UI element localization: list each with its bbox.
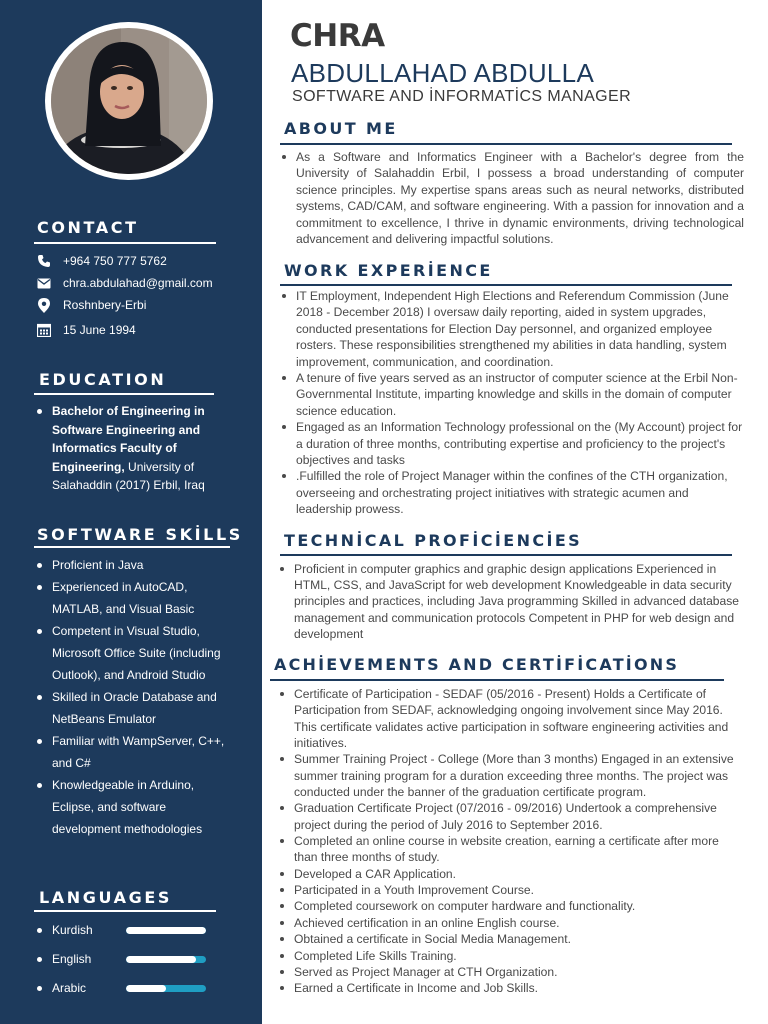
language-level-bar — [126, 956, 206, 963]
language-name: English — [36, 952, 126, 966]
work-experience-divider — [280, 284, 732, 286]
technical-list — [280, 561, 740, 642]
achievements-list — [280, 686, 740, 997]
list-item: Engaged as an Information Technology professional on the (My Account) project for a duration of three months, contributing expertise and proficiency to the project's objectives and tasks — [282, 419, 744, 468]
list-item: Certificate of Participation - SEDAF (05/2016 - Present) Holds a Certificate of Participation from SEDAF, acknowledging ongoing involvement since May 2016. This certificate validates active participation in software engineering activities and initiatives. — [280, 686, 740, 751]
language-name: Arabic — [36, 981, 126, 995]
education-institution: University of Salahaddin (2017) Erbil, Iraq — [52, 459, 205, 492]
profile-photo — [51, 28, 207, 174]
language-level-fill — [126, 985, 166, 992]
list-item: Completed Life Skills Training. — [280, 948, 740, 964]
list-item: Participated in a Youth Improvement Course. — [280, 882, 740, 898]
list-item: Skilled in Oracle Database and NetBeans Emulator — [36, 686, 236, 730]
language-row — [36, 950, 236, 968]
education-divider — [34, 393, 214, 395]
email-text[interactable]: chra.abdulahad@gmail.com — [63, 276, 213, 290]
software-skills-divider — [34, 546, 230, 548]
technical-divider — [280, 554, 732, 556]
list-item: Obtained a certificate in Social Media Management. — [280, 931, 740, 947]
calendar-icon — [36, 322, 52, 338]
technical-heading: TECHNİCAL PROFİCİENCİES — [284, 531, 583, 550]
achievements-heading: ACHİEVEMENTS AND CERTİFİCATİONS — [274, 655, 680, 674]
about-text: As a Software and Informatics Engineer with a Bachelor's degree from the University of Salahaddin Erbil, I possess a broad understanding of computer science principles. My expertise spans areas such as neural networks, distributed systems, CAD/CAM, and software engineering. With a passion for innovation and a commitment to excellence, I thrive in dynamic environments, driving technological advancement and delivering impactful solutions. — [282, 149, 744, 247]
software-skills-list — [36, 554, 236, 840]
education-heading: EDUCATION — [39, 370, 167, 389]
list-item: Completed coursework on computer hardware and functionality. — [280, 898, 740, 914]
achievements-divider — [270, 679, 724, 681]
phone-text[interactable]: +964 750 777 5762 — [63, 254, 167, 268]
list-item: Achieved certification in an online English course. — [280, 915, 740, 931]
list-item: Earned a Certificate in Income and Job Skills. — [280, 980, 740, 996]
job-title: SOFTWARE AND İNFORMATİCS MANAGER — [292, 88, 632, 105]
list-item: Knowledgeable in Arduino, Eclipse, and software development methodologies — [36, 774, 236, 840]
contact-birthdate — [36, 321, 136, 339]
list-item: Competent in Visual Studio, Microsoft Office Suite (including Outlook), and Android Studio — [36, 620, 236, 686]
contact-location — [36, 296, 146, 314]
location-icon — [36, 297, 52, 313]
work-experience-list — [282, 288, 744, 518]
first-name: CHRA — [290, 18, 385, 54]
language-row — [36, 921, 236, 939]
list-item: Summer Training Project - College (More than 3 months) Engaged in an extensive summer training program for a duration exceeding three months. The project was conducted under the banner of the graduation certificate program. — [280, 751, 740, 800]
languages-heading: LANGUAGES — [39, 888, 172, 907]
education-degree: Bachelor of Engineering in Software Engineering and Informatics Faculty of Engineering, — [52, 404, 205, 474]
contact-email — [36, 274, 213, 292]
list-item: Graduation Certificate Project (07/2016 - 09/2016) Undertook a comprehensive project during the period of July 2016 to September 2016. — [280, 800, 740, 833]
list-item: .Fulfilled the role of Project Manager within the confines of the CTH organization, overseeing and orchestrating project initiatives with strategic acumen and leadership prowess. — [282, 468, 744, 517]
last-name: ABDULLAHAD ABDULLA — [291, 58, 595, 88]
language-level-fill — [126, 956, 196, 963]
language-name: Kurdish — [36, 923, 126, 937]
contact-divider — [34, 242, 216, 244]
languages-divider — [34, 910, 216, 912]
contact-heading: CONTACT — [37, 218, 139, 237]
list-item: Proficient in Java — [36, 554, 236, 576]
birthdate-text: 15 June 1994 — [63, 323, 136, 337]
language-level-bar — [126, 927, 206, 934]
list-item: Completed an online course in website creation, earning a certificate after more than three months of study. — [280, 833, 740, 866]
list-item: Familiar with WampServer, C++, and C# — [36, 730, 236, 774]
list-item: IT Employment, Independent High Elections and Referendum Commission (June 2018 - December 2018) I oversaw daily reporting, aided in system upgrades, conducted presentations for Election Day personnel, and organized employee rosters. These responsibilities strengthened my abilities in data handling, system improvement, communication, and coordination. — [282, 288, 744, 370]
list-item: Developed a CAR Application. — [280, 866, 740, 882]
list-item: A tenure of five years served as an instructor of computer science at the Erbil Non-Governmental Institute, imparting knowledge and skills in the domain of computer science education. — [282, 370, 744, 419]
education-entry — [36, 402, 236, 495]
about-divider — [280, 143, 732, 145]
contact-phone — [36, 252, 167, 270]
phone-icon — [36, 253, 52, 269]
work-experience-heading: WORK EXPERİENCE — [284, 261, 493, 280]
list-item: Experienced in AutoCAD, MATLAB, and Visual Basic — [36, 576, 236, 620]
list-item: Served as Project Manager at CTH Organization. — [280, 964, 740, 980]
email-icon — [36, 275, 52, 291]
technical-text: Proficient in computer graphics and graphic design applications Experienced in HTML, CSS, and JavaScript for web development Knowledgeable in data security principles and practices, including Java programming Skilled in advanced database management and communication protocols Competent in PHP for web design and development — [280, 561, 740, 642]
language-level-fill — [126, 927, 206, 934]
about-heading: ABOUT ME — [284, 119, 398, 138]
language-row — [36, 979, 236, 997]
language-level-bar — [126, 985, 206, 992]
software-skills-heading: SOFTWARE SKİLLS — [37, 525, 243, 544]
profile-photo-frame — [45, 22, 213, 180]
sidebar — [0, 0, 262, 1024]
location-text: Roshnbery-Erbi — [63, 298, 147, 312]
about-list — [282, 149, 744, 247]
